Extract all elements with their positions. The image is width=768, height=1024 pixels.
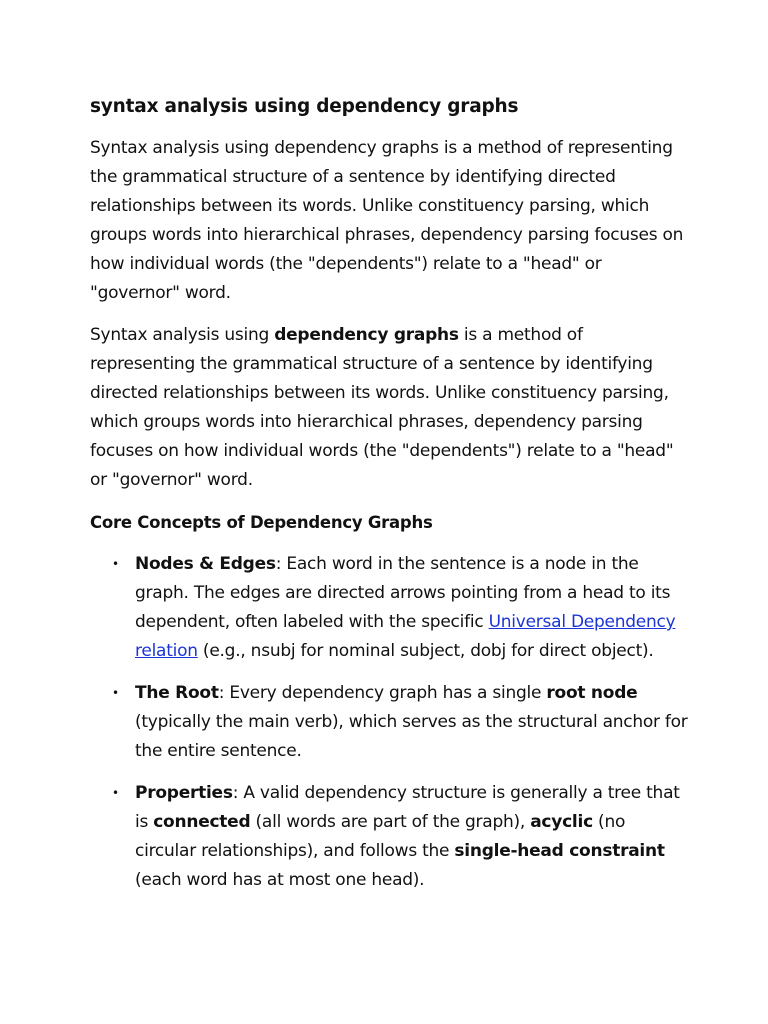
intro-paragraph-bold: [90, 321, 690, 495]
bullet-icon: •: [112, 786, 119, 800]
bullet-term: Nodes & Edges: [135, 554, 276, 574]
intro-paragraph: Syntax analysis using dependency graphs is a method of representing the grammatical structure of a sentence by identifying directed relationships between its words. Unlike constituency parsing, which groups words into hierarchical phrases, dependency parsing focuses on how individual words (the "dependents") relate to a "head" or "governor" word.: [90, 138, 684, 303]
section-heading: Core Concepts of Dependency Graphs: [90, 513, 433, 532]
bullet-text: (each word has at most one head).: [135, 870, 425, 890]
bullet-bold: root node: [546, 683, 638, 703]
bullet-text: (e.g., nsubj for nominal subject, dobj for direct object).: [197, 641, 654, 661]
para2-bold: dependency graphs: [274, 325, 459, 345]
bullet-text: : Every dependency graph has a single: [218, 683, 547, 703]
bullet-text: : A valid dependency structure is generally a tree that is: [135, 783, 680, 832]
bullet-icon: •: [112, 686, 119, 700]
list-item-root: [90, 679, 690, 766]
bullet-term: Properties: [135, 783, 233, 803]
bullet-text: : Each word in the sentence is a node in the graph. The edges are directed arrows pointing from a head to its dependent, often labeled with the specific: [135, 554, 671, 632]
bullet-text: (typically the main verb), which serves as the structural anchor for the entire sentence.: [135, 712, 688, 761]
bullet-text: (all words are part of the graph),: [250, 812, 531, 832]
bullet-bold: single-head constraint: [454, 841, 665, 861]
para2-suffix: is a method of representing the grammatical structure of a sentence by identifying directed relationships between its words. Unlike constituency parsing, which groups words into hierarchical phrases, dependency parsing focuses on how individual words (the "dependents") relate to a "head" or "governor" word.: [90, 325, 674, 490]
list-item-nodes-edges: [90, 550, 690, 666]
document-title: syntax analysis using dependency graphs: [90, 96, 519, 117]
bullet-term: The Root: [135, 683, 219, 703]
document-page: [90, 92, 690, 908]
bullet-bold: connected: [153, 812, 251, 832]
concept-list: [90, 550, 690, 895]
bullet-icon: •: [112, 557, 119, 571]
list-item-properties: [90, 779, 690, 895]
para2-prefix: Syntax analysis using: [90, 325, 275, 345]
bullet-text: (no circular relationships), and follows the: [135, 812, 626, 861]
bullet-bold: acyclic: [530, 812, 593, 832]
universal-dependency-link[interactable]: Universal Dependency relation: [135, 612, 676, 661]
